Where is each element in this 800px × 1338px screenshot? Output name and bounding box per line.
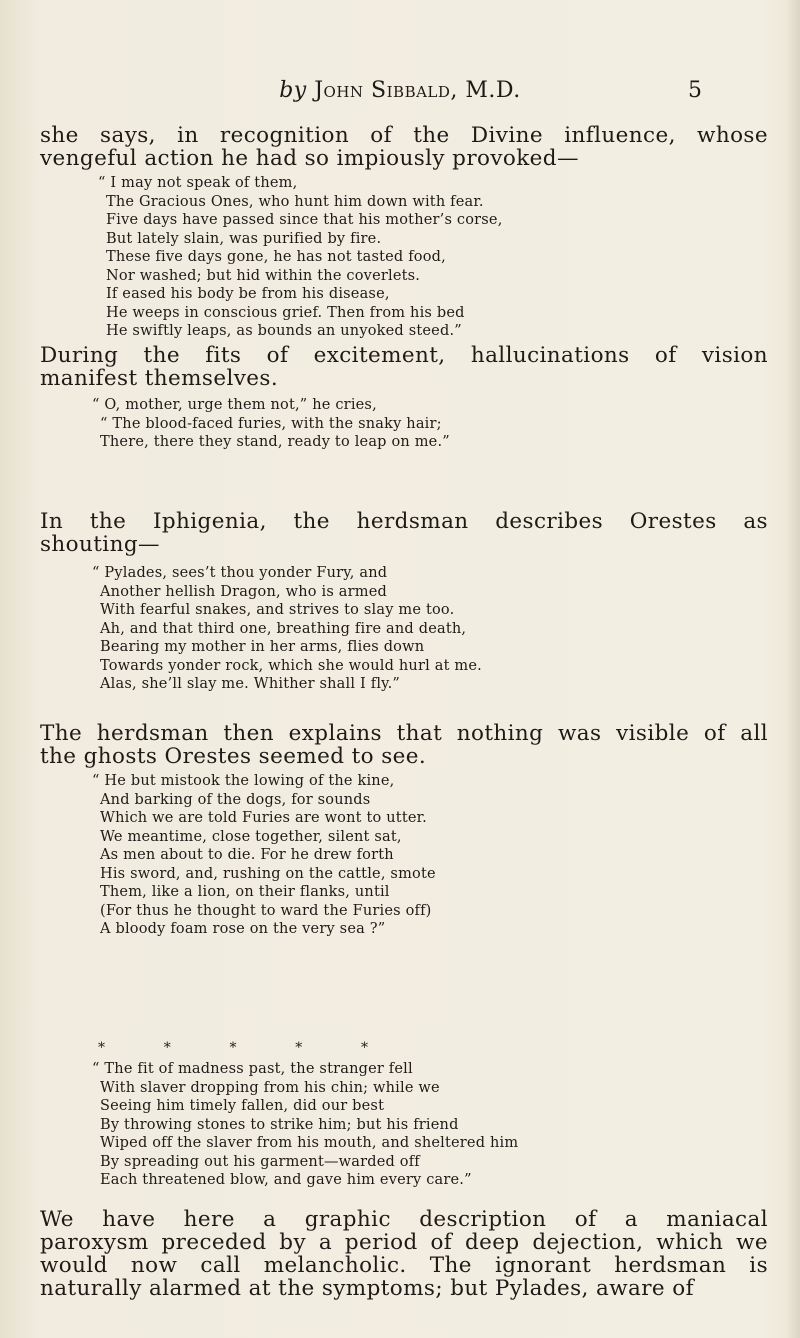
verse-line: Wiped off the slaver from his mouth, and sheltered him	[100, 1135, 519, 1151]
verse-line: A bloody foam rose on the very sea ?”	[100, 921, 386, 937]
running-head	[0, 78, 800, 108]
running-head-author: John Sibbald, M.D.	[314, 78, 521, 103]
paragraph-4	[40, 722, 768, 768]
verse-line: “ Pylades, sees’t thou yonder Fury, and	[92, 565, 388, 581]
paragraph-line: shouting—	[40, 532, 160, 557]
running-head-title	[200, 78, 600, 103]
verse-line: As men about to die. For he drew forth	[100, 847, 394, 863]
verse-line: Five days have passed since that his mother’s corse,	[106, 212, 503, 228]
paragraph-line: vengeful action he had so impiously provoked—	[40, 146, 579, 171]
paragraph-2	[40, 344, 768, 390]
verse-quote-3	[92, 564, 482, 694]
verse-line: The Gracious Ones, who hunt him down with fear.	[106, 193, 484, 210]
separator-star: *	[295, 1040, 303, 1056]
verse-line: Alas, she’ll slay me. Whither shall I fly.”	[100, 676, 401, 692]
paragraph-line: she says, in recognition of the Divine influence, whose	[40, 123, 768, 148]
page-number: 5	[688, 78, 702, 103]
separator-star: *	[163, 1040, 171, 1056]
verse-quote-5	[92, 1060, 518, 1190]
verse-line: He weeps in conscious grief. Then from his bed	[106, 304, 465, 321]
section-separator-stars	[98, 1040, 368, 1056]
paragraph-line: The herdsman then explains that nothing was visible of all	[40, 721, 768, 746]
paragraph-line: manifest themselves.	[40, 366, 279, 391]
paragraph-line: We have here a graphic description of a maniacal	[40, 1207, 768, 1232]
verse-line: By spreading out his garment—warded off	[100, 1153, 420, 1170]
separator-star: *	[98, 1040, 105, 1056]
paragraph-line: paroxysm preceded by a period of deep dejection, which we	[40, 1230, 768, 1255]
separator-star: *	[361, 1040, 368, 1056]
verse-line: “ The fit of madness past, the stranger fell	[92, 1061, 413, 1077]
verse-line: Them, like a lion, on their flanks, until	[100, 884, 390, 900]
verse-line: And barking of the dogs, for sounds	[100, 791, 371, 808]
paragraph-3	[40, 510, 768, 556]
verse-line: Which we are told Furies are wont to utter.	[100, 810, 427, 826]
verse-line: Each threatened blow, and gave him every care.”	[100, 1172, 472, 1188]
page-edge-shadow	[786, 0, 800, 1338]
verse-line: His sword, and, rushing on the cattle, smote	[100, 865, 436, 882]
verse-line: He swiftly leaps, as bounds an unyoked steed.”	[106, 323, 462, 339]
verse-quote-2	[92, 396, 450, 452]
verse-line: Nor washed; but hid within the coverlets.	[106, 267, 421, 284]
paragraph-line: the ghosts Orestes seemed to see.	[40, 744, 427, 769]
paragraph-line: During the fits of excitement, hallucinations of vision	[40, 343, 768, 368]
verse-line: By throwing stones to strike him; but his friend	[100, 1116, 459, 1133]
verse-line: There, there they stand, ready to leap on me.”	[100, 434, 450, 450]
paragraph-1	[40, 124, 768, 170]
paragraph-line: In the Iphigenia, the herdsman describes Orestes as	[40, 509, 768, 534]
verse-line: Towards yonder rock, which she would hurl at me.	[100, 657, 482, 674]
verse-line: Bearing my mother in her arms, flies down	[100, 639, 425, 655]
verse-line: “ The blood-faced furies, with the snaky hair;	[100, 415, 442, 432]
verse-line: If eased his body be from his disease,	[106, 286, 390, 302]
verse-line: Another hellish Dragon, who is armed	[100, 583, 387, 600]
verse-line: Seeing him timely fallen, did our best	[100, 1098, 385, 1114]
running-head-by: by	[279, 78, 307, 103]
verse-line: “ I may not speak of them,	[98, 175, 298, 191]
verse-line: We meantime, close together, silent sat,	[100, 828, 402, 845]
verse-quote-1	[98, 174, 503, 341]
verse-line: These five days gone, he has not tasted food,	[106, 249, 446, 265]
verse-line: (For thus he thought to ward the Furies off)	[100, 902, 432, 919]
verse-line: Ah, and that third one, breathing fire and death,	[100, 620, 467, 637]
separator-star: *	[229, 1040, 237, 1056]
paragraph-5	[40, 1208, 768, 1300]
verse-line: With fearful snakes, and strives to slay me too.	[100, 602, 455, 618]
verse-line: But lately slain, was purified by fire.	[106, 230, 382, 247]
paragraph-line: naturally alarmed at the symptoms; but Pylades, aware of	[40, 1276, 694, 1301]
verse-quote-4	[92, 772, 436, 939]
paragraph-line: would now call melancholic. The ignorant herdsman is	[40, 1253, 768, 1278]
verse-line: With slaver dropping from his chin; while we	[100, 1079, 440, 1096]
verse-line: “ He but mistook the lowing of the kine,	[92, 773, 395, 789]
verse-line: “ O, mother, urge them not,” he cries,	[92, 397, 377, 413]
